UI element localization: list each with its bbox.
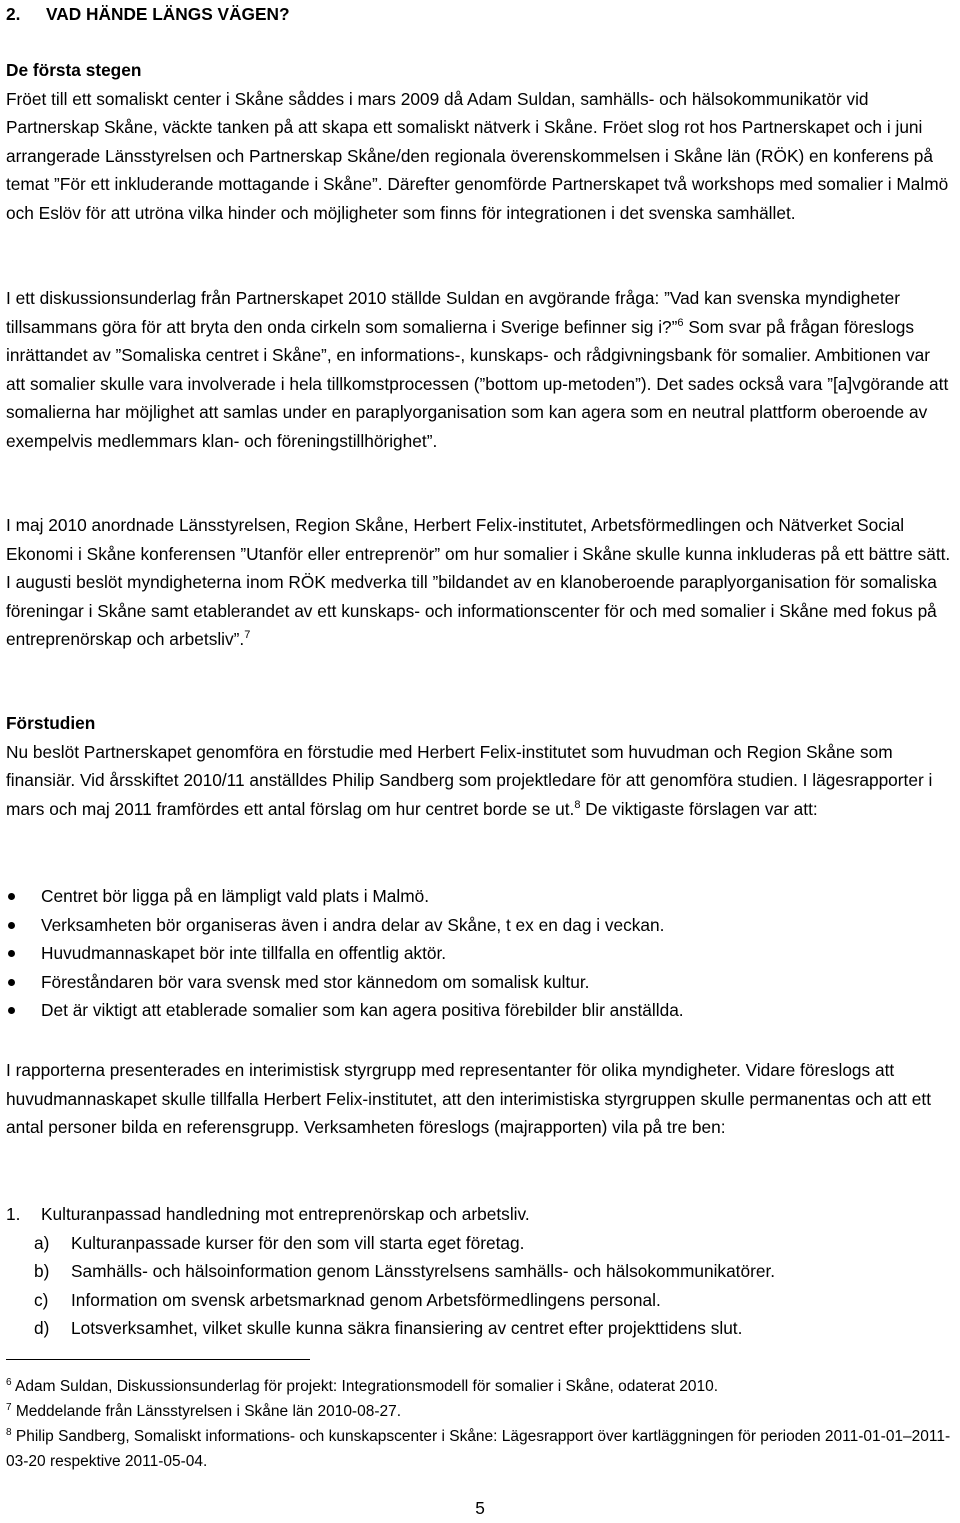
footnote-ref-7: 7 [244, 629, 251, 642]
bullet-icon [8, 950, 15, 957]
section-title-prestudy: Förstudien [6, 713, 96, 733]
list-item: d) Lotsverksamhet, vilket skulle kunna säkra finansiering av centret efter projekttidens slut. [34, 1318, 743, 1339]
list-item: Det är viktigt att etablerade somalier som kan agera positiva förebilder blir anställda. [6, 996, 954, 1025]
paragraph-conference-text: I maj 2010 anordnade Länsstyrelsen, Region Skåne, Herbert Felix-institutet, Arbetsförmedlingen och Nätverket Social Ekonomi i Skåne konferensen ”Utanför eller entreprenör” om hur somalier i Skåne skulle kunna inkluderas på ett bättre sätt. I augusti beslöt myndigheterna inom RÖK medverka till ”bildandet av en klanoberoende paraplyorganisation för somaliska föreningar i Skåne samt etablerandet av ett kunskaps- och informationscenter för och med somalier i Skåne med fokus på entreprenörskap och arbetsliv”. [6, 515, 951, 650]
bullet-icon [8, 922, 15, 929]
paragraph-prestudy-part1: Nu beslöt Partnerskapet genomföra en förstudie med Herbert Felix-institutet som huvudman och Region Skåne som finansiär. Vid årsskiftet 2010/11 anställdes Philip Sandberg som projektledare för att genomföra studien. I lägesrapporter i mars och maj 2011 framfördes ett antal förslag om hur centret borde se ut. [6, 741, 933, 819]
list-item: Föreståndaren bör vara svensk med stor kännedom om somalisk kultur. [6, 968, 954, 997]
pillar-list [6, 1200, 954, 1343]
footnote-ref-6: 6 [677, 316, 684, 329]
paragraph-discussion-part2: Som svar på frågan föreslogs inrättandet av ”Somaliska centret i Skåne”, en informations-, kunskaps- och rådgivningsbank för somalier. Ambitionen var att somalier skulle vara involverade i hela tillkomstprocessen (”bottom up-metoden”). Det sades också vara ”[a]vgörande att somalierna har möjlighet att samlas under en paraplyorganisation som kan agera som en neutral plattform oberoende av exempelvis medlemmars klan- och föreningstillhörighet”. [6, 316, 949, 451]
bullet-icon [8, 893, 15, 900]
section-prestudy [6, 709, 954, 823]
footnote-8: $^8$ Philip Sandberg, Somaliskt informations- och kunskapscenter i Skåne: Lägesrapport över kartläggningen för perioden 2011-01-01–2011-03-20 respektive 2011-05-04. [6, 1426, 951, 1470]
paragraph-prestudy-part2: De viktigaste förslagen var att: [580, 798, 818, 819]
paragraph-discussion-part1: I ett diskussionsunderlag från Partnerskapet 2010 ställde Suldan en avgörande fråga: ”Vad kan svenska myndigheter tillsammans göra för att bryta den onda cirkeln som somalierna i Sverige befinner sig i?” [6, 288, 901, 337]
footnote-6: $^6$ Adam Suldan, Diskussionsunderlag för projekt: Integrationsmodell för somalier i Skåne, odaterat 2010. [6, 1376, 719, 1395]
list-item: Centret bör ligga på en lämpligt vald plats i Malmö. [6, 882, 954, 911]
list-item: c) Information om svensk arbetsmarknad genom Arbetsförmedlingens personal. [34, 1289, 661, 1310]
footnotes [6, 1374, 954, 1474]
chapter-number: 2. [6, 4, 21, 24]
chapter-heading [6, 0, 290, 29]
paragraph-conference [6, 511, 954, 654]
list-item: b) Samhälls- och hälsoinformation genom Länsstyrelsens samhälls- och hälsokommunikatörer. [34, 1261, 776, 1282]
footnote-7: $^7$ Meddelande från Länsstyrelsen i Skåne län 2010-08-27. [6, 1401, 402, 1420]
section-title-first-steps: De första stegen [6, 60, 142, 80]
proposal-bullet-list [6, 882, 954, 1025]
paragraph-seed: Fröet till ett somaliskt center i Skåne såddes i mars 2009 då Adam Suldan, samhälls- och hälsokommunikatör vid Partnerskap Skåne, väckte tanken på att skapa ett somaliskt nätverk i Skåne. Fröet slog rot hos Partnerskapet och i juni arrangerade Länsstyrelsen och Partnerskap Skåne/den regionala överenskommelsen i Skåne län (RÖK) en konferens på temat ”För ett inkluderande mottagande i Skåne”. Därefter genomförde Partnerskapet två workshops med somalier i Malmö och Eslöv för att utröna vilka hinder och möjligheter som finns för integrationen i det svenska samhället. [6, 88, 949, 223]
list-item: Huvudmannaskapet bör inte tillfalla en offentlig aktör. [6, 939, 954, 968]
page-number: 5 [475, 1498, 485, 1518]
footnote-ref-8: 8 [574, 799, 581, 812]
paragraph-reports: I rapporterna presenterades en interimistisk styrgrupp med representanter för olika myndigheter. Vidare föreslogs att huvudmannaskapet skulle tillfalla Herbert Felix-institutet, att den interimistiska styrgruppen skulle permanentas och att ett antal personer bilda en referensgrupp. Verksamheten föreslogs (majrapporten) vila på tre ben: [6, 1060, 931, 1138]
footnote-divider [6, 1359, 310, 1360]
paragraph-discussion [6, 284, 954, 456]
list-item: a) Kulturanpassade kurser för den som vill starta eget företag. [34, 1232, 525, 1253]
list-item: Verksamheten bör organiseras även i andra delar av Skåne, t ex en dag i veckan. [6, 911, 954, 940]
chapter-title: VAD HÄNDE LÄNGS VÄGEN? [46, 4, 290, 24]
section-first-steps [6, 56, 954, 228]
bullet-icon [8, 1007, 15, 1014]
bullet-icon [8, 979, 15, 986]
list-item: 1. Kulturanpassad handledning mot entreprenörskap och arbetsliv. [6, 1204, 530, 1224]
